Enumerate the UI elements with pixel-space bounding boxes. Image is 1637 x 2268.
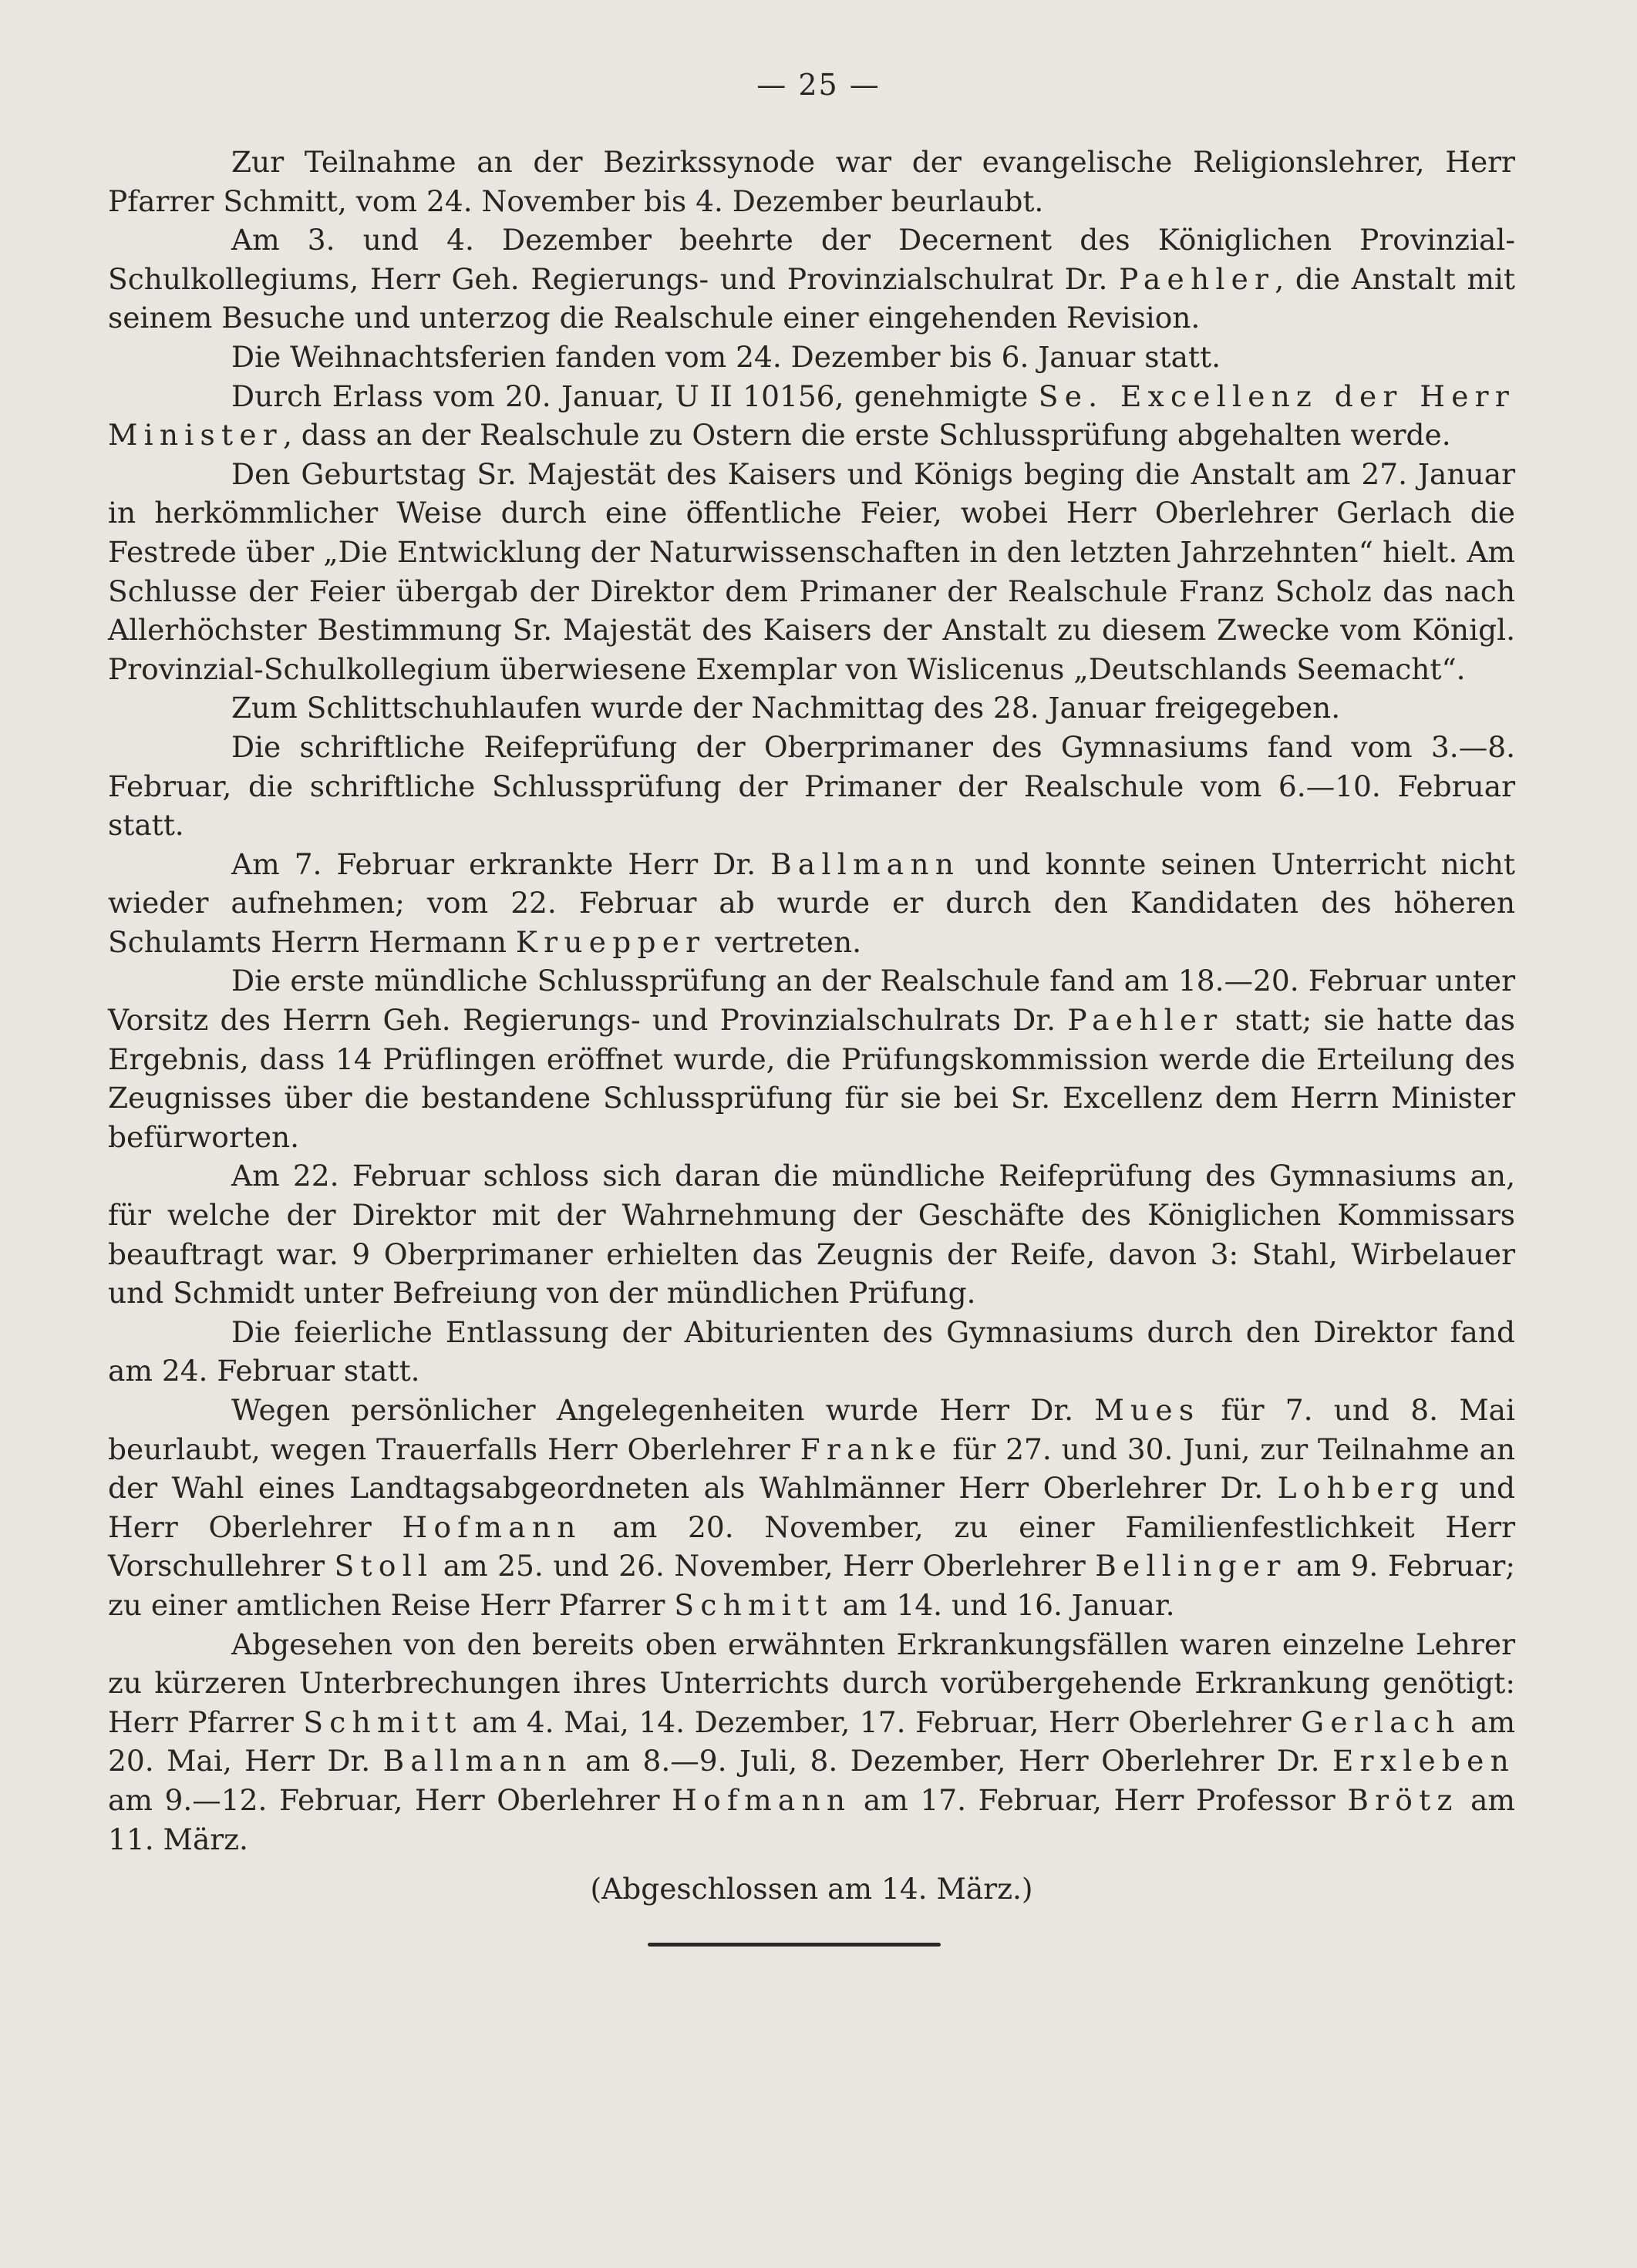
spaced-name: Stoll <box>334 1549 434 1583</box>
spaced-name: Kruepper <box>515 924 706 959</box>
spaced-name: Ballmann <box>770 846 961 881</box>
spaced-name: Franke <box>800 1432 943 1466</box>
spaced-name: Lohberg <box>1277 1471 1446 1506</box>
body-text <box>108 143 1515 1909</box>
paragraph: Abgesehen von den bereits oben erwähnten Erkrankungsfällen waren einzelne Lehrer zu kürzeren Unterbrechungen ihres Unterrichts durch vorübergehende Erkrankung genötigt: Herr Pfarrer Schmitt am 4. Mai, 14. Dezember, 17. Februar, Herr Oberlehrer Gerlach am 20. Mai, Herr Dr. Ballmann am 8.—9. Juli, 8. Dezember, Herr Oberlehrer Dr. Erxleben am 9.—12. Februar, Herr Oberlehrer Hofmann am 17. Februar, Herr Professor Brötz am 11. März. <box>108 1627 1515 1856</box>
end-rule <box>648 1943 941 1947</box>
spaced-name: Schmitt <box>303 1704 463 1739</box>
spaced-name: Paehler <box>1067 1003 1224 1038</box>
closing-note: (Abgeschlossen am 14. März.) <box>590 1872 1033 1906</box>
spaced-name: Mues <box>1094 1393 1201 1427</box>
paragraph: Die feierliche Entlassung der Abiturienten des Gymnasiums durch den Direktor fand am 24. Februar statt. <box>108 1314 1515 1388</box>
spaced-name: Paehler <box>1119 261 1275 296</box>
spaced-name: Se. Excellenz der Herr Minister <box>108 379 1515 453</box>
spaced-name: Gerlach <box>1301 1704 1461 1739</box>
paragraph: Durch Erlass vom 20. Januar, U II 10156, genehmigte Se. Excellenz der Herr Minister, dass an der Realschule zu Ostern die erste Schlussprüfung abgehalten werde. <box>108 379 1515 453</box>
spaced-name: Erxleben <box>1332 1744 1515 1778</box>
spaced-name: Bellinger <box>1095 1549 1287 1583</box>
page-number: — 25 — <box>756 68 881 102</box>
paragraph: Zur Teilnahme an der Bezirkssynode war der evangelische Religionslehrer, Herr Pfarrer Schmitt, vom 24. November bis 4. Dezember beurlaubt. <box>108 145 1515 218</box>
paragraph: Am 7. Februar erkrankte Herr Dr. Ballmann und konnte seinen Unterricht nicht wieder aufnehmen; vom 22. Februar ab wurde er durch den Kandidaten des höheren Schulamts Herrn Hermann Kruepper vertreten. <box>108 846 1515 959</box>
paragraph: Die erste mündliche Schlussprüfung an der Realschule fand am 18.—20. Februar unter Vorsitz des Herrn Geh. Regierungs- und Provinzialschulrats Dr. Paehler statt; sie hatte das Ergebnis, dass 14 Prüflingen eröffnet wurde, die Prüfungskommission werde die Erteilung des Zeugnisses über die bestandene Schlussprüfung für sie bei Sr. Excellenz dem Herrn Minister befürworten. <box>108 964 1515 1154</box>
paragraph: Die schriftliche Reifeprüfung der Oberprimaner des Gymnasiums fand vom 3.—8. Februar, die schriftliche Schlussprüfung der Primaner der Realschule vom 6.—10. Februar statt. <box>108 729 1515 843</box>
paragraph: Am 3. und 4. Dezember beehrte der Decernent des Königlichen Provinzial-Schulkollegiums, Herr Geh. Regierungs- und Provinzialschulrat Dr. Paehler, die Anstalt mit seinem Besuche und unterzog die Realschule einer eingehenden Revision. <box>108 223 1515 335</box>
spaced-name: Brötz <box>1347 1782 1459 1817</box>
paragraph: Die Weihnachtsferien fanden vom 24. Dezember bis 6. Januar statt. <box>231 339 1221 374</box>
paragraph: Wegen persönlicher Angelegenheiten wurde Herr Dr. Mues für 7. und 8. Mai beurlaubt, wegen Trauerfalls Herr Oberlehrer Franke für 27. und 30. Juni, zur Teilnahme an der Wahl eines Landtagsabgeordneten als Wahlmänner Herr Oberlehrer Dr. Lohberg und Herr Oberlehrer Hofmann am 20. November, zu einer Familienfestlichkeit Herr Vorschullehrer Stoll am 25. und 26. November, Herr Oberlehrer Bellinger am 9. Februar; zu einer amtlichen Reise Herr Pfarrer Schmitt am 14. und 16. Januar. <box>108 1393 1516 1622</box>
spaced-name: Hofmann <box>672 1782 852 1817</box>
spaced-name: Ballmann <box>382 1744 573 1778</box>
paragraph: Am 22. Februar schloss sich daran die mündliche Reifeprüfung des Gymnasiums an, für welche der Direktor mit der Wahrnehmung der Geschäfte des Königlichen Kommissars beauftragt war. 9 Oberprimaner erhielten das Zeugnis der Reife, davon 3: Stahl, Wirbelauer und Schmidt unter Befreiung von der mündlichen Prüfung. <box>108 1159 1515 1311</box>
spaced-name: Schmitt <box>674 1587 834 1622</box>
paragraph: Den Geburtstag Sr. Majestät des Kaisers und Königs beging die Anstalt am 27. Januar in herkömmlicher Weise durch eine öffentliche Feier, wobei Herr Oberlehrer Gerlach die Festrede über „Die Entwicklung der Naturwissenschaften in den letzten Jahrzehnten“ hielt. Am Schlusse der Feier übergab der Direktor dem Primaner der Realschule Franz Scholz das nach Allerhöchster Bestimmung Sr. Majestät des Kaisers der Anstalt zu diesem Zwecke vom Königl. Provinzial-Schulkollegium überwiesene Exemplar von Wislicenus „Deutschlands Seemacht“. <box>108 456 1515 686</box>
paragraph: Zum Schlittschuhlaufen wurde der Nachmittag des 28. Januar freigegeben. <box>231 691 1341 725</box>
spaced-name: Hofmann <box>402 1509 582 1544</box>
